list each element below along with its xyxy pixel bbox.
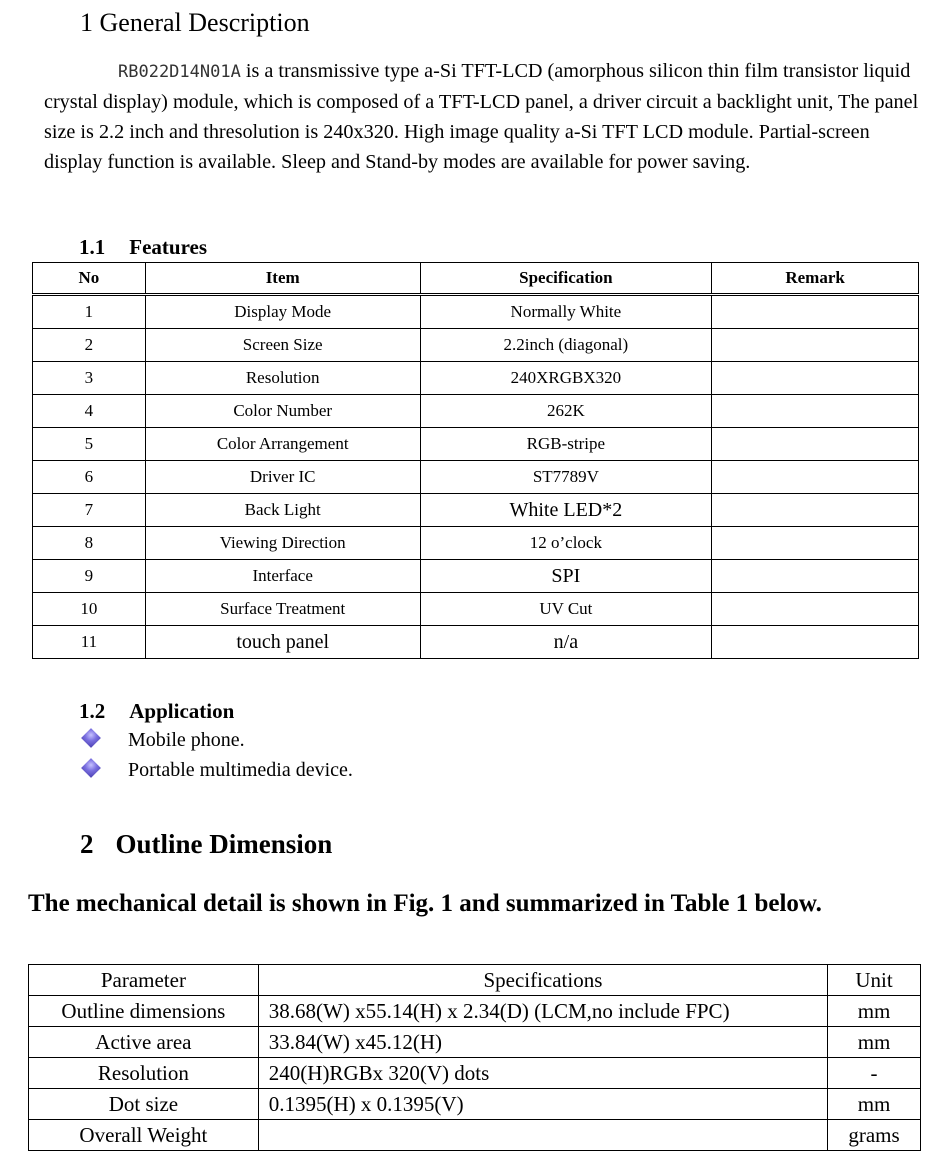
application-item-text: Portable multimedia device. bbox=[128, 759, 353, 781]
row-item: Color Number bbox=[145, 395, 420, 428]
row-unit: mm bbox=[828, 1027, 921, 1058]
row-spec: n/a bbox=[420, 626, 712, 659]
row-remark bbox=[712, 560, 919, 593]
intro-text: is a transmissive type a-Si TFT-LCD (amorphous silicon thin film transistor liquid crystal display) module, which is composed of a TFT-LCD panel, a driver circuit a backlight unit, The panel size is 2.2 inch and thresolution is 240x320. High image quality a-Si TFT LCD module. Partial-screen display function is available. Sleep and Stand-by modes are available for power saving. bbox=[44, 60, 919, 173]
diamond-bullet-icon bbox=[81, 759, 101, 779]
row-no: 10 bbox=[33, 593, 146, 626]
row-remark bbox=[712, 593, 919, 626]
section-2-heading bbox=[80, 829, 332, 860]
row-item: Color Arrangement bbox=[145, 428, 420, 461]
row-spec: RGB-stripe bbox=[420, 428, 712, 461]
application-heading bbox=[79, 699, 234, 724]
dimensions-header-specifications: Specifications bbox=[258, 965, 827, 996]
row-item: Screen Size bbox=[145, 329, 420, 362]
row-remark bbox=[712, 626, 919, 659]
row-remark bbox=[712, 527, 919, 560]
features-header-specification: Specification bbox=[420, 263, 712, 295]
row-unit: mm bbox=[828, 996, 921, 1027]
table-row bbox=[33, 527, 919, 560]
table-row bbox=[33, 593, 919, 626]
row-spec: SPI bbox=[420, 560, 712, 593]
row-item: Driver IC bbox=[145, 461, 420, 494]
table-row bbox=[29, 1027, 921, 1058]
table-row bbox=[33, 494, 919, 527]
list-item bbox=[80, 729, 245, 752]
row-no: 1 bbox=[33, 295, 146, 329]
row-parameter: Outline dimensions bbox=[29, 996, 259, 1027]
model-number: RB022D14N01A bbox=[118, 62, 241, 82]
row-spec: 240XRGBX320 bbox=[420, 362, 712, 395]
row-unit: - bbox=[828, 1058, 921, 1089]
table-row bbox=[33, 560, 919, 593]
general-description-paragraph bbox=[44, 56, 929, 177]
row-specification bbox=[258, 1120, 827, 1151]
row-no: 11 bbox=[33, 626, 146, 659]
features-header-row bbox=[33, 263, 919, 295]
row-spec: UV Cut bbox=[420, 593, 712, 626]
table-row bbox=[33, 461, 919, 494]
table-row bbox=[33, 428, 919, 461]
row-parameter: Dot size bbox=[29, 1089, 259, 1120]
row-spec: Normally White bbox=[420, 295, 712, 329]
features-title: Features bbox=[129, 235, 208, 259]
row-item: Back Light bbox=[145, 494, 420, 527]
table-row bbox=[33, 295, 919, 329]
row-spec: White LED*2 bbox=[420, 494, 712, 527]
table-row bbox=[33, 329, 919, 362]
row-unit: grams bbox=[828, 1120, 921, 1151]
table-row bbox=[29, 1058, 921, 1089]
section-1-title: General Description bbox=[99, 8, 310, 37]
row-spec: ST7789V bbox=[420, 461, 712, 494]
row-item: Surface Treatment bbox=[145, 593, 420, 626]
dimensions-header-parameter: Parameter bbox=[29, 965, 259, 996]
row-no: 6 bbox=[33, 461, 146, 494]
list-item bbox=[80, 759, 353, 782]
row-parameter: Resolution bbox=[29, 1058, 259, 1089]
table-row bbox=[33, 395, 919, 428]
table-row bbox=[33, 362, 919, 395]
table-row bbox=[33, 626, 919, 659]
row-item: Interface bbox=[145, 560, 420, 593]
section-2-number: 2 bbox=[80, 829, 94, 859]
application-item-text: Mobile phone. bbox=[128, 729, 245, 751]
section-1-heading bbox=[80, 8, 310, 38]
dimensions-table bbox=[28, 964, 921, 1151]
dimensions-header-row bbox=[29, 965, 921, 996]
row-specification: 38.68(W) x55.14(H) x 2.34(D) (LCM,no include FPC) bbox=[258, 996, 827, 1027]
row-parameter: Active area bbox=[29, 1027, 259, 1058]
section-1-number: 1 bbox=[80, 8, 93, 37]
row-specification: 240(H)RGBx 320(V) dots bbox=[258, 1058, 827, 1089]
row-parameter: Overall Weight bbox=[29, 1120, 259, 1151]
row-remark bbox=[712, 362, 919, 395]
row-item: Resolution bbox=[145, 362, 420, 395]
mechanical-detail-statement: The mechanical detail is shown in Fig. 1 and summarized in Table 1 below. bbox=[28, 890, 822, 917]
table-row bbox=[29, 1089, 921, 1120]
table-row bbox=[29, 1120, 921, 1151]
application-title: Application bbox=[129, 699, 235, 723]
row-unit: mm bbox=[828, 1089, 921, 1120]
row-item: touch panel bbox=[145, 626, 420, 659]
table-row bbox=[29, 996, 921, 1027]
row-remark bbox=[712, 461, 919, 494]
dimensions-header-unit: Unit bbox=[828, 965, 921, 996]
row-item: Viewing Direction bbox=[145, 527, 420, 560]
features-heading bbox=[79, 235, 207, 260]
row-remark bbox=[712, 295, 919, 329]
row-no: 8 bbox=[33, 527, 146, 560]
row-no: 7 bbox=[33, 494, 146, 527]
row-spec: 12 o’clock bbox=[420, 527, 712, 560]
row-remark bbox=[712, 395, 919, 428]
row-spec: 262K bbox=[420, 395, 712, 428]
row-no: 4 bbox=[33, 395, 146, 428]
features-table bbox=[32, 262, 919, 659]
diamond-bullet-icon bbox=[81, 729, 101, 749]
row-no: 9 bbox=[33, 560, 146, 593]
row-no: 2 bbox=[33, 329, 146, 362]
row-spec: 2.2inch (diagonal) bbox=[420, 329, 712, 362]
application-number: 1.2 bbox=[79, 699, 106, 723]
row-specification: 0.1395(H) x 0.1395(V) bbox=[258, 1089, 827, 1120]
row-no: 5 bbox=[33, 428, 146, 461]
row-remark bbox=[712, 329, 919, 362]
row-remark bbox=[712, 428, 919, 461]
features-header-remark: Remark bbox=[712, 263, 919, 295]
row-remark bbox=[712, 494, 919, 527]
features-header-no: No bbox=[33, 263, 146, 295]
row-no: 3 bbox=[33, 362, 146, 395]
section-2-title: Outline Dimension bbox=[115, 829, 333, 859]
features-header-item: Item bbox=[145, 263, 420, 295]
row-item: Display Mode bbox=[145, 295, 420, 329]
features-number: 1.1 bbox=[79, 235, 106, 259]
row-specification: 33.84(W) x45.12(H) bbox=[258, 1027, 827, 1058]
